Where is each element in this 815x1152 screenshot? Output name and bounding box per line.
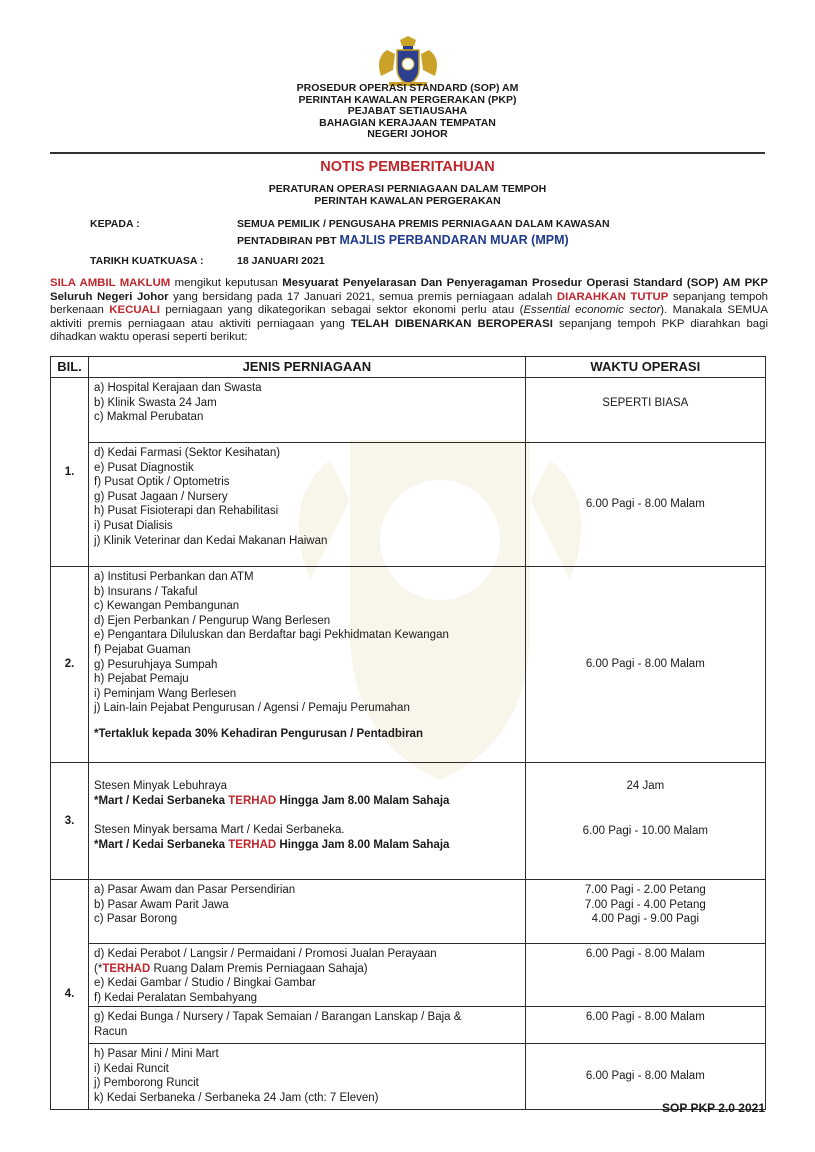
list-item: i) Pusat Dialisis	[94, 519, 173, 532]
business-list	[89, 1007, 526, 1044]
operating-hours: 6.00 Pagi - 8.00 Malam	[525, 567, 765, 763]
list-item: Racun	[94, 1025, 128, 1038]
list-item: f) Pejabat Guaman	[94, 643, 191, 656]
list-item: c) Makmal Perubatan	[94, 411, 204, 424]
hours-text: SEPERTI BIASA	[602, 397, 689, 409]
list-item: c) Kewangan Pembangunan	[94, 600, 240, 613]
notice-subtitle	[0, 183, 815, 207]
header-waktu: WAKTU OPERASI	[525, 357, 765, 378]
operating-hours: 6.00 Pagi - 8.00 Malam	[525, 443, 765, 567]
recipient-line-2	[237, 231, 569, 249]
table-row	[51, 880, 766, 944]
mart-text: Hingga Jam 8.00 Malam Sahaja	[276, 838, 450, 851]
list-item: f) Pusat Optik / Optometris	[94, 476, 230, 489]
table-row	[51, 378, 766, 443]
business-list	[89, 763, 526, 880]
business-list	[89, 944, 526, 1007]
list-item: b) Insurans / Takaful	[94, 585, 198, 598]
authority-name: MAJLIS PERBANDARAN MUAR (MPM)	[339, 233, 569, 247]
intro-allowed: TELAH DIBENARKAN BEROPERASI	[350, 317, 553, 330]
table-row	[51, 443, 766, 567]
recipient-line-1: SEMUA PEMILIK / PENGUSAHA PREMIS PERNIAGAAN DALAM KAWASAN	[237, 218, 610, 230]
notice-subtitle-line: PERATURAN OPERASI PERNIAGAAN DALAM TEMPOH	[268, 183, 547, 195]
effective-date: 18 JANUARI 2021	[237, 255, 325, 267]
list-item: d) Kedai Perabot / Langsir / Permaidani / Promosi Jualan Perayaan	[94, 948, 437, 960]
list-item: g) Pesuruhjaya Sumpah	[94, 658, 218, 671]
hours-text: 7.00 Pagi - 4.00 Petang	[584, 898, 706, 911]
business-list	[89, 378, 526, 443]
paren-text: (*	[94, 962, 103, 975]
table-header-row	[51, 357, 766, 378]
intro-text: sepanjang tempoh berkenaan	[50, 290, 769, 316]
attendance-note: *Tertakluk kepada 30% Kehadiran Pengurusan / Pentadbiran	[94, 727, 423, 740]
business-list	[89, 567, 526, 763]
operating-hours: 6.00 Pagi - 8.00 Malam	[525, 944, 765, 1007]
list-item: j) Pemborong Runcit	[94, 1077, 199, 1090]
mart-text: *Mart / Kedai Serbaneka	[94, 838, 229, 851]
terhad-label: TERHAD	[102, 962, 151, 975]
intro-text: yang bersidang pada 17 Januari 2021, semua premis perniagaan adalah	[168, 290, 557, 303]
row-number: 2.	[51, 567, 89, 763]
list-item: i) Kedai Runcit	[94, 1062, 169, 1075]
johor-crest-logo	[373, 36, 443, 88]
operating-hours: 6.00 Pagi - 8.00 Malam	[525, 1044, 765, 1110]
operating-hours	[525, 880, 765, 944]
hours-text: 6.00 Pagi - 10.00 Malam	[582, 824, 708, 837]
document-footer: SOP PKP 2.0 2021	[662, 1101, 765, 1115]
header-line: PROSEDUR OPERASI STANDARD (SOP) AM	[296, 82, 519, 94]
list-item: e) Pusat Diagnostik	[94, 461, 194, 474]
table-row	[51, 944, 766, 1007]
effective-label: TARIKH KUATKUASA :	[90, 255, 204, 267]
mart-note	[94, 838, 525, 853]
hours-text: 24 Jam	[626, 780, 665, 792]
terhad-label: TERHAD	[228, 794, 277, 807]
intro-text: sepanjang tempoh PKP diarahkan bagi dihadkan waktu operasi seperti berikut:	[50, 317, 768, 343]
list-item: a) Hospital Kerajaan dan Swasta	[94, 382, 262, 394]
table-row	[51, 1044, 766, 1110]
list-item: h) Pasar Mini / Mini Mart	[94, 1048, 219, 1060]
hours-text: 7.00 Pagi - 2.00 Petang	[584, 884, 706, 896]
business-list	[89, 443, 526, 567]
intro-text: ). Manakala SEMUA aktiviti premis perniagaan atau aktiviti perniagaan yang	[50, 304, 768, 330]
hours-text: 4.00 Pagi - 9.00 Pagi	[591, 913, 700, 926]
operation-hours-table	[50, 356, 766, 1110]
header-bil: BIL.	[51, 357, 89, 378]
table-row	[51, 763, 766, 880]
recipient-label: KEPADA :	[90, 218, 140, 230]
mart-text: Hingga Jam 8.00 Malam Sahaja	[276, 794, 450, 807]
list-item: a) Pasar Awam dan Pasar Persendirian	[94, 884, 296, 896]
intro-paragraph	[50, 277, 768, 345]
list-item: h) Pejabat Pemaju	[94, 673, 189, 686]
document-header	[0, 83, 815, 141]
table-row	[51, 1007, 766, 1044]
header-divider	[50, 152, 765, 154]
row-number: 4.	[51, 880, 89, 1110]
list-item: j) Lain-lain Pejabat Pengurusan / Agensi / Pemaju Perumahan	[94, 702, 410, 715]
mart-note	[94, 794, 525, 809]
list-text: Ruang Dalam Premis Perniagaan Sahaja)	[150, 962, 368, 975]
list-item: i) Peminjam Wang Berlesen	[94, 687, 237, 700]
operating-hours	[525, 763, 765, 880]
header-line: NEGERI JOHOR	[367, 128, 448, 140]
list-item: g) Kedai Bunga / Nursery / Tapak Semaian / Barangan Lanskap / Baja &	[94, 1011, 462, 1023]
mart-text: *Mart / Kedai Serbaneka	[94, 794, 229, 807]
list-item: f) Kedai Peralatan Sembahyang	[94, 991, 258, 1004]
list-item: e) Pengantara Diluluskan dan Berdaftar bagi Pekhidmatan Kewangan	[94, 629, 449, 642]
list-item: b) Klinik Swasta 24 Jam	[94, 396, 217, 409]
intro-except: KECUALI	[109, 304, 160, 316]
list-item: b) Pasar Awam Parit Jawa	[94, 898, 229, 911]
list-item: Stesen Minyak bersama Mart / Kedai Serbaneka.	[94, 824, 345, 837]
intro-text: perniagaan yang dikategorikan sebagai sektor ekonomi perlu atau (	[159, 304, 524, 316]
list-item: a) Institusi Perbankan dan ATM	[94, 571, 254, 583]
header-jenis: JENIS PERNIAGAAN	[89, 357, 526, 378]
intro-lead: SILA AMBIL MAKLUM	[50, 277, 171, 289]
business-list	[89, 880, 526, 944]
intro-text: mengikut keputusan	[170, 277, 283, 289]
row-number: 3.	[51, 763, 89, 880]
operating-hours	[525, 378, 765, 443]
list-item: Stesen Minyak Lebuhraya	[94, 780, 228, 792]
recipient-prefix: PENTADBIRAN PBT	[237, 235, 340, 247]
header-line: BAHAGIAN KERAJAAN TEMPATAN	[319, 116, 496, 129]
intro-meeting: Mesyuarat Penyelarasan Dan Penyeragaman Prosedur Operasi Standard (SOP) AM PKP Seluruh Negeri Johor	[50, 277, 769, 303]
header-line: PEJABAT SETIAUSAHA	[347, 105, 468, 117]
notice-title: NOTIS PEMBERITAHUAN	[320, 159, 495, 175]
list-item: c) Pasar Borong	[94, 913, 178, 926]
list-item: e) Kedai Gambar / Studio / Bingkai Gambar	[94, 977, 316, 990]
list-item: k) Kedai Serbaneka / Serbaneka 24 Jam (cth: 7 Eleven)	[94, 1091, 379, 1104]
header-line: PERINTAH KAWALAN PERGERAKAN (PKP)	[298, 93, 517, 106]
list-item: h) Pusat Fisioterapi dan Rehabilitasi	[94, 505, 279, 518]
list-item	[94, 962, 525, 977]
list-item: d) Kedai Farmasi (Sektor Kesihatan)	[94, 447, 281, 459]
intro-closed: DIARAHKAN TUTUP	[556, 290, 669, 303]
business-list	[89, 1044, 526, 1110]
terhad-label: TERHAD	[228, 838, 277, 851]
row-number: 1.	[51, 378, 89, 567]
list-item: d) Ejen Perbankan / Pengurup Wang Berlesen	[94, 614, 331, 627]
notice-subtitle-line: PERINTAH KAWALAN PERGERAKAN	[314, 195, 501, 207]
table-row	[51, 567, 766, 763]
list-item: g) Pusat Jagaan / Nursery	[94, 490, 228, 503]
operating-hours: 6.00 Pagi - 8.00 Malam	[525, 1007, 765, 1044]
list-item: j) Klinik Veterinar dan Kedai Makanan Haiwan	[94, 534, 328, 547]
intro-essential: Essential economic sector	[523, 304, 661, 316]
